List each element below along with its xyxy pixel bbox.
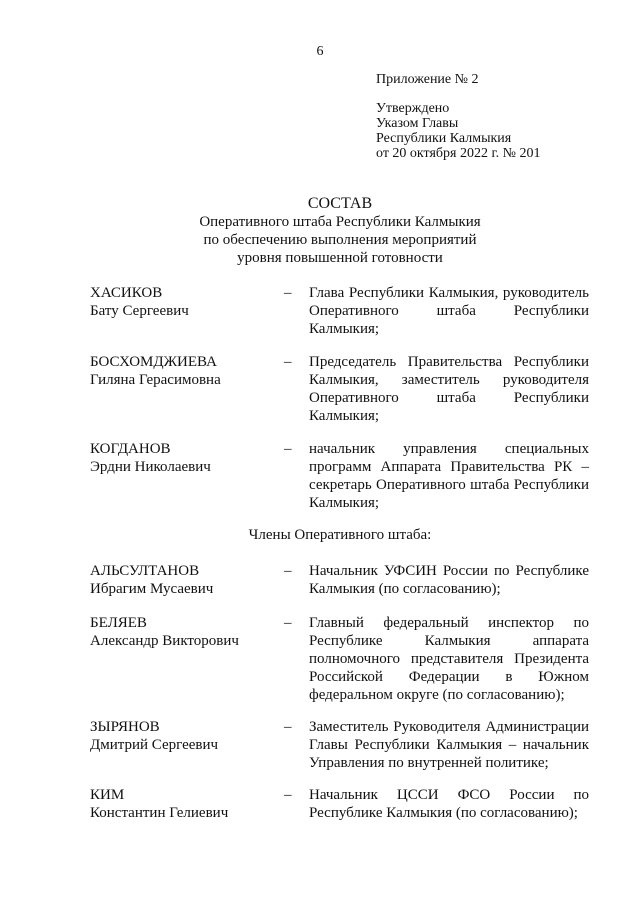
document-title [0, 195, 640, 267]
duty [309, 718, 589, 772]
person-name [90, 614, 280, 650]
dash: – [284, 719, 292, 735]
duty-line: Калмыкия (по согласованию); [309, 581, 501, 597]
given-name: Эрдни Николаевич [90, 459, 211, 475]
duty-line: Управления по внутренней политике; [309, 755, 549, 771]
duty [309, 562, 589, 598]
dash: – [284, 354, 292, 370]
duty-line: Начальник ЦССИ ФСО России по [309, 787, 589, 803]
duty-line: Оперативного штаба Республики [309, 303, 589, 319]
duty [309, 284, 589, 338]
approval-line: от 20 октября 2022 г. № 201 [376, 146, 541, 161]
surname: КИМ [90, 787, 125, 803]
duty [309, 786, 589, 822]
surname: ЗЫРЯНОВ [90, 719, 160, 735]
person-name [90, 718, 280, 754]
duty [309, 353, 589, 425]
title-line: по обеспечению выполнения мероприятий [203, 232, 477, 248]
duty-line: Глава Республики Калмыкия, руководитель [309, 285, 589, 301]
duty-line: Заместитель Руководителя Администрации [309, 719, 589, 735]
person-name [90, 440, 280, 476]
person-name [90, 562, 280, 598]
given-name: Бату Сергеевич [90, 303, 189, 319]
surname: АЛЬСУЛТАНОВ [90, 563, 200, 579]
dash: – [284, 787, 292, 803]
duty-line: Республике Калмыкия (по согласованию); [309, 805, 578, 821]
duty-line: Калмыкия; [309, 408, 380, 424]
surname: ХАСИКОВ [90, 285, 163, 301]
duty-line: программ Аппарата Правительства РК – [309, 459, 589, 475]
duty-line: Главный федеральный инспектор по [309, 615, 589, 631]
person-name [90, 284, 280, 320]
dash: – [284, 615, 292, 631]
duty-line: Российской Федерации в Южном [309, 669, 589, 685]
dash: – [284, 563, 292, 579]
title-line: уровня повышенной готовности [237, 250, 443, 266]
duty [309, 440, 589, 512]
surname: КОГДАНОВ [90, 441, 171, 457]
approval-block [376, 72, 541, 161]
duty-line: Калмыкия; [309, 321, 380, 337]
title-line: Оперативного штаба Республики Калмыкия [199, 214, 481, 230]
duty-line: Калмыкия; [309, 495, 380, 511]
approval-line: Указом Главы [376, 116, 459, 131]
dash: – [284, 441, 292, 457]
members-header: Члены Оперативного штаба: [248, 527, 432, 543]
given-name: Гиляна Герасимовна [90, 372, 221, 388]
surname: БЕЛЯЕВ [90, 615, 147, 631]
duty-line: Председатель Правительства Республики [309, 354, 589, 370]
given-name: Константин Гелиевич [90, 805, 229, 821]
title-head: СОСТАВ [307, 195, 373, 212]
duty-line: Республике Калмыкия аппарата [309, 633, 589, 649]
dash: – [284, 285, 292, 301]
duty-line: Главы Республики Калмыкия – начальник [309, 737, 589, 753]
duty-line: федеральном округе (по согласованию); [309, 687, 565, 703]
duty-line: полномочного представителя Президента [309, 651, 589, 667]
duty-line: начальник управления специальных [309, 441, 589, 457]
page-number: 6 [316, 44, 324, 59]
duty [309, 614, 589, 704]
duty-line: Начальник УФСИН России по Республике [309, 563, 589, 579]
approval-line: Утверждено [376, 101, 450, 116]
person-name [90, 786, 280, 822]
duty-line: Оперативного штаба Республики [309, 390, 589, 406]
appendix-label: Приложение № 2 [376, 72, 479, 87]
person-name [90, 353, 280, 389]
approval-line: Республики Калмыкия [376, 131, 512, 146]
given-name: Дмитрий Сергеевич [90, 737, 219, 753]
given-name: Александр Викторович [90, 633, 239, 649]
surname: БОСХОМДЖИЕВА [90, 354, 217, 370]
duty-line: секретарь Оперативного штаба Республики [309, 477, 589, 493]
duty-line: Калмыкия, заместитель руководителя [309, 372, 589, 388]
given-name: Ибрагим Мусаевич [90, 581, 214, 597]
